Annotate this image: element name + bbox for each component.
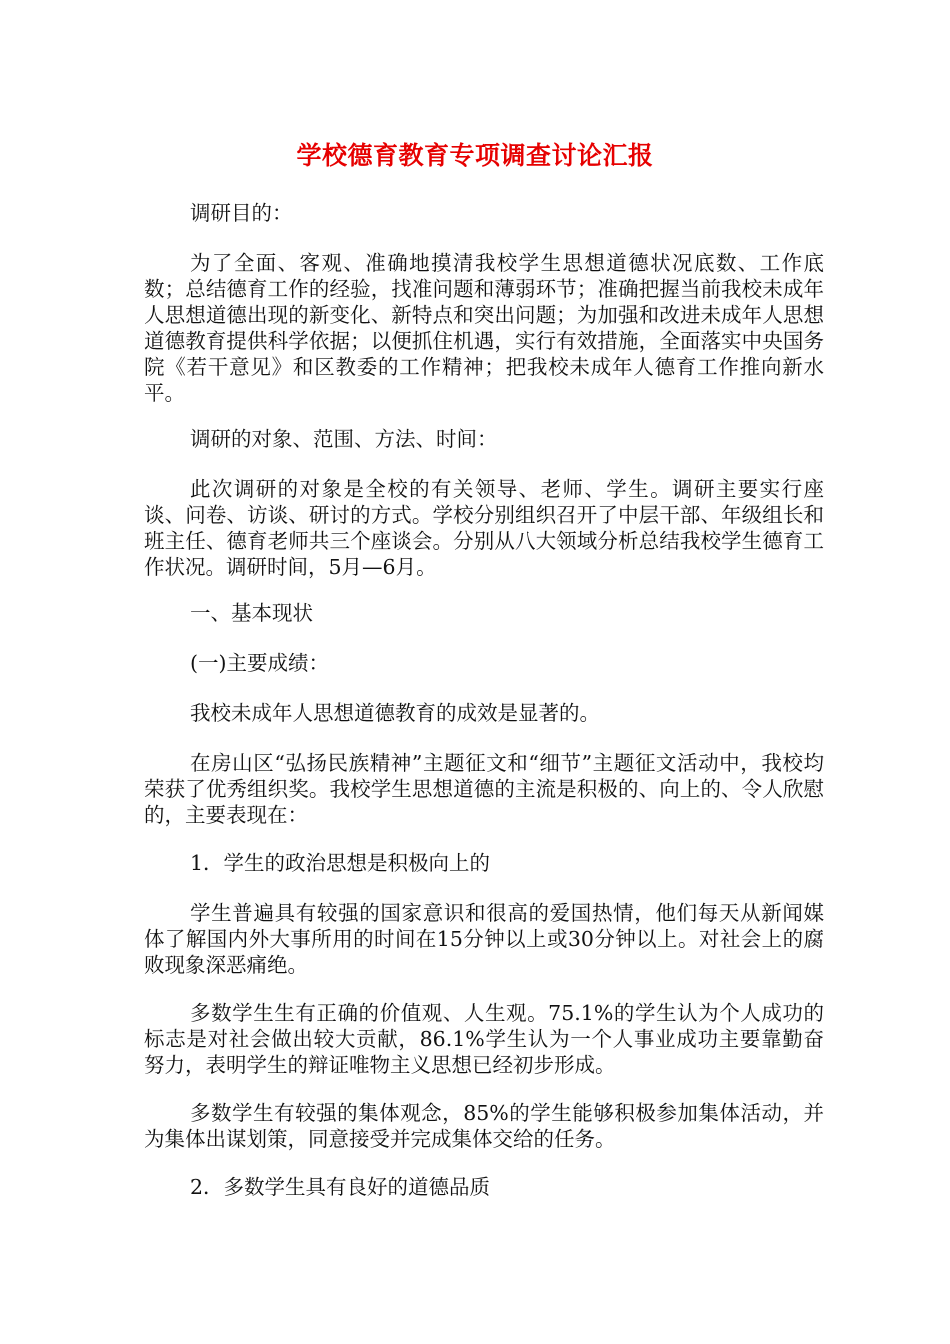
paragraph-research-purpose-heading: 调研目的： (190, 201, 293, 225)
document-title: 学校德育教育专项调查讨论汇报 (296, 141, 654, 170)
paragraph-collective: 多数学生有较强的集体观念，85%的学生能够积极参加集体活动，并为集体出谋划策，同意接受并完成集体交给的任务。 (144, 1101, 824, 1151)
paragraph-section-basic-status: 一、基本现状 (190, 601, 313, 625)
paragraph-research-scope: 此次调研的对象是全校的有关领导、老师、学生。调研主要实行座谈、问卷、访谈、研讨的方式。学校分别组织召开了中层干部、年级组长和班主任、德育老师共三个座谈会。分别从八大领域分析总结我校学生德育工作状况。调研时间，5月—6月。 (144, 477, 824, 579)
paragraph-effectiveness: 我校未成年人思想道德教育的成效是显著的。 (190, 701, 600, 725)
paragraph-research-purpose: 为了全面、客观、准确地摸清我校学生思想道德状况底数、工作底数；总结德育工作的经验，找准问题和薄弱环节；准确把握当前我校未成年人思想道德出现的新变化、新特点和突出问题；为加强和改进未成年人思想道德教育提供科学依据；以便抓住机遇，实行有效措施，全面落实中央国务院《若干意见》和区教委的工作精神；把我校未成年人德育工作推向新水平。 (144, 251, 824, 405)
paragraph-main-achievements-heading: (一)主要成绩： (190, 651, 329, 675)
paragraph-item-2-heading: 2．多数学生具有良好的道德品质 (190, 1175, 491, 1199)
paragraph-values: 多数学生生有正确的价值观、人生观。75.1%的学生认为个人成功的标志是对社会做出较大贡献，86.1%学生认为一个人事业成功主要靠勤奋努力，表明学生的辩证唯物主义思想已经初步形成。 (144, 1001, 824, 1077)
paragraph-item-1-heading: 1．学生的政治思想是积极向上的 (190, 851, 491, 875)
paragraph-research-scope-heading: 调研的对象、范围、方法、时间： (190, 427, 498, 451)
paragraph-awards: 在房山区“弘扬民族精神”主题征文和“细节”主题征文活动中，我校均荣获了优秀组织奖。我校学生思想道德的主流是积极的、向上的、令人欣慰的，主要表现在： (144, 751, 824, 827)
paragraph-national-awareness: 学生普遍具有较强的国家意识和很高的爱国热情，他们每天从新闻媒体了解国内外大事所用的时间在15分钟以上或30分钟以上。对社会上的腐败现象深恶痛绝。 (144, 901, 824, 977)
